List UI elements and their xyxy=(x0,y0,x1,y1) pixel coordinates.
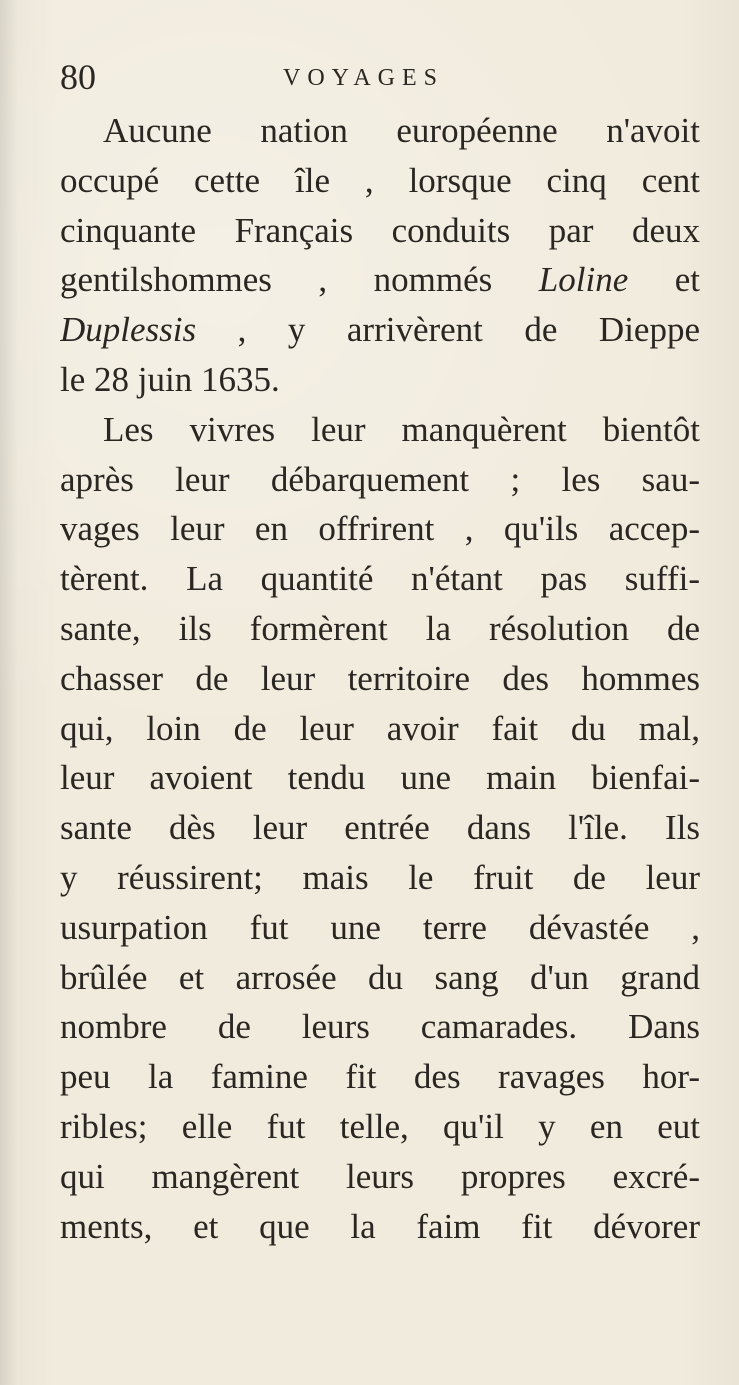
page-binding-shadow xyxy=(0,0,18,1385)
text-fragment: gentilshommes , nommés xyxy=(60,260,539,300)
page-number: 80 xyxy=(60,57,96,97)
text-line: le 28 juin 1635. xyxy=(60,359,280,399)
text-line: usurpation fut une terre dévastée , xyxy=(60,907,700,947)
text-line: brûlée et arrosée du sang d'un grand xyxy=(60,957,700,997)
text-line xyxy=(60,255,700,305)
text-line: leur avoient tendu une main bienfai- xyxy=(60,758,700,798)
text-line: nombre de leurs camarades. Dans xyxy=(60,1007,700,1047)
text-line: vages leur en offrirent , qu'ils accep- xyxy=(60,509,700,549)
text-line: ments, et que la faim fit dévorer xyxy=(60,1206,700,1246)
page-header xyxy=(60,55,700,105)
body-text xyxy=(60,106,700,1251)
running-head: VOYAGES xyxy=(283,65,445,91)
text-line: chasser de leur territoire des hommes xyxy=(60,658,700,698)
text-fragment: , y arrivèrent de Dieppe xyxy=(196,310,700,350)
text-line: y réussirent; mais le fruit de leur xyxy=(60,857,700,897)
text-line: cinquante Français conduits par deux xyxy=(60,210,700,250)
text-line: sante, ils formèrent la résolution de xyxy=(60,608,700,648)
text-line: après leur débarquement ; les sau- xyxy=(60,459,700,499)
italic-name: Duplessis xyxy=(60,310,197,350)
text-line: sante dès leur entrée dans l'île. Ils xyxy=(60,808,700,848)
text-line: qui mangèrent leurs propres excré- xyxy=(60,1156,700,1196)
text-line: tèrent. La quantité n'étant pas suffi- xyxy=(60,559,700,599)
italic-name: Loline xyxy=(538,260,629,300)
text-line: Aucune nation européenne n'avoit xyxy=(103,111,700,150)
text-line: qui, loin de leur avoir fait du mal, xyxy=(60,708,700,748)
text-line: occupé cette île , lorsque cinq cent xyxy=(60,160,700,200)
text-line: Les vivres leur manquèrent bientôt xyxy=(103,409,700,449)
text-fragment: et xyxy=(628,260,700,300)
text-line xyxy=(60,305,700,355)
text-line: ribles; elle fut telle, qu'il y en eut xyxy=(60,1106,700,1146)
text-line: peu la famine fit des ravages hor- xyxy=(60,1057,700,1097)
